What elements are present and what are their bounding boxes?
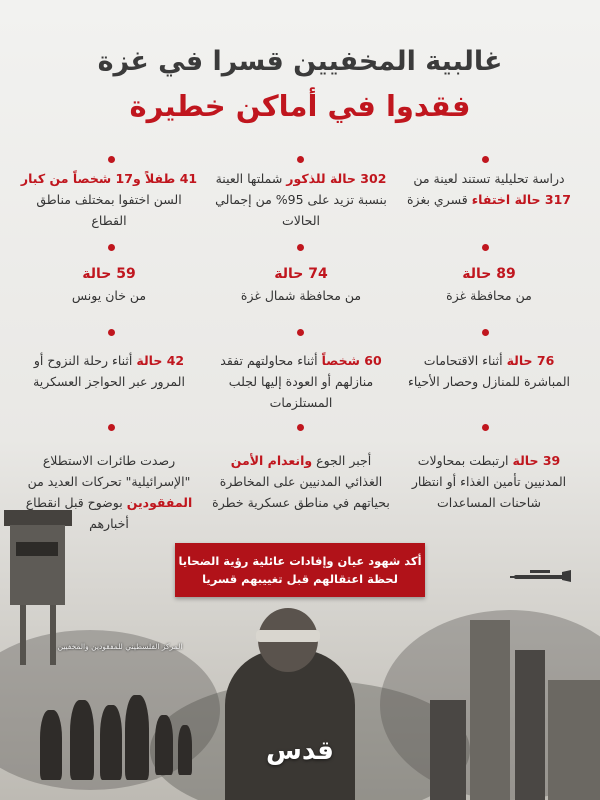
stat-highlight: 41 طفلاً و17 شخصاً من كبار xyxy=(20,171,198,186)
stat-text: بوضوح قبل انقطاع أخبارهم xyxy=(25,495,129,531)
walking-person xyxy=(125,695,149,780)
stat-highlight: 89 حالة xyxy=(462,266,516,282)
stat-highlight: 74 حالة xyxy=(274,266,328,282)
witness-banner xyxy=(175,543,425,597)
stat-text: قسري بغزة xyxy=(407,192,468,207)
banner-line-2: لحظة اعتقالهم قبل تغييبهم قسريا xyxy=(202,572,398,586)
stat-text: الغذائي المدنيين على المخاطرة بحياتهم في مناطق عسكرية خطرة xyxy=(212,474,390,510)
stat-highlight: 60 شخصاً xyxy=(321,353,382,368)
walking-person xyxy=(100,705,122,780)
divider-dot xyxy=(482,329,489,336)
divider-dot xyxy=(297,329,304,336)
walking-person xyxy=(155,715,173,775)
divider-dot xyxy=(482,156,489,163)
stat-highlight: 39 حالة xyxy=(512,453,561,468)
stat-text: أثناء الاقتحامات المباشرة للمنازل وحصار الأحياء xyxy=(407,353,571,389)
stat-highlight: 59 حالة xyxy=(82,266,136,282)
stat-highlight: وانعدام الأمن xyxy=(230,453,313,468)
war-scene-illustration xyxy=(0,590,600,800)
stat-highlight: 317 حالة اختفاء xyxy=(471,192,571,207)
stat-home-raids xyxy=(400,350,578,392)
stat-khan-younis xyxy=(20,264,198,306)
stat-highlight: المفقودين xyxy=(126,495,193,510)
divider-dot xyxy=(482,424,489,431)
stat-north-gaza xyxy=(212,264,390,306)
divider-dot xyxy=(108,329,115,336)
blindfold xyxy=(256,630,320,642)
watchtower xyxy=(10,525,65,605)
stat-males xyxy=(212,168,390,231)
title-line-2: فقدوا في أماكن خطيرة xyxy=(129,89,471,123)
stat-food-aid xyxy=(400,450,578,513)
stat-highlight: 76 حالة xyxy=(506,353,555,368)
stat-text: رصدت طائرات الاستطلاع "الإسرائيلية" تحركات العديد من xyxy=(27,453,191,489)
watchtower-leg xyxy=(50,605,56,665)
ruined-building xyxy=(470,620,510,800)
ruined-building xyxy=(430,700,466,800)
stat-displacement-checkpoints xyxy=(20,350,198,392)
stat-highlight: 302 حالة للذكور xyxy=(286,171,387,186)
stat-text: السن اختفوا بمختلف مناطق القطاع xyxy=(36,192,182,228)
divider-dot xyxy=(108,156,115,163)
divider-dot xyxy=(482,244,489,251)
drone-icon xyxy=(508,568,572,586)
stat-text: أثناء رحلة النزوح أو المرور عبر الحواجز العسكرية xyxy=(33,353,185,389)
stat-returning-home xyxy=(212,350,390,413)
walking-person xyxy=(178,725,192,775)
ruined-building xyxy=(548,680,600,800)
divider-dot xyxy=(297,244,304,251)
quds-logo: قدس xyxy=(266,736,334,766)
watchtower-leg xyxy=(20,605,26,665)
stat-text: أثناء محاولتهم تفقد منازلهم أو العودة إليها لجلب المستلزمات xyxy=(220,353,374,410)
divider-dot xyxy=(108,424,115,431)
divider-dot xyxy=(297,424,304,431)
header xyxy=(0,40,600,128)
stat-text: من محافظة شمال غزة xyxy=(240,288,362,303)
watchtower-window xyxy=(16,542,58,556)
stat-children-elderly xyxy=(20,168,198,231)
stat-gaza-governorate xyxy=(400,264,578,306)
walking-person xyxy=(40,710,62,780)
divider-dot xyxy=(297,156,304,163)
title-line-1: غالبية المخفيين قسرا في غزة xyxy=(97,46,503,77)
stat-hunger-insecurity xyxy=(212,450,390,513)
source-credit: المركز الفلسطيني للمفقودين والمخفيين xyxy=(57,642,183,651)
banner-line-1: أكد شهود عيان وإفادات عائلية رؤية الضحايا xyxy=(178,554,422,568)
stat-sample-size xyxy=(400,168,578,210)
stat-text: من محافظة غزة xyxy=(446,288,532,303)
stat-text: أجبر الجوع xyxy=(316,453,372,468)
stat-text: ارتبطت بمحاولات المدنيين تأمين الغذاء أو انتظار شاحنات المساعدات xyxy=(411,453,567,510)
ruined-building xyxy=(515,650,545,800)
divider-dot xyxy=(108,244,115,251)
stat-text: شملتها العينة بنسبة تزيد على 95% من إجمالي الحالات xyxy=(215,171,387,228)
blindfolded-man xyxy=(225,650,355,800)
stat-text: من خان يونس xyxy=(71,288,147,303)
watchtower-roof xyxy=(4,510,72,526)
walking-person xyxy=(70,700,94,780)
stat-text: دراسة تحليلية تستند لعينة من xyxy=(413,171,565,186)
stat-highlight: 42 حالة xyxy=(136,353,185,368)
